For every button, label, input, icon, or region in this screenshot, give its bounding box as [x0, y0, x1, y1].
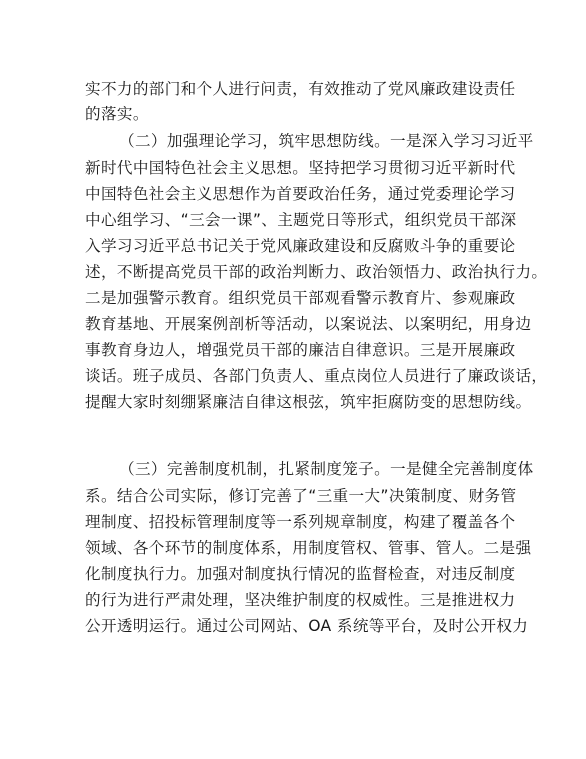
paragraph-2-line-1: （二）加强理论学习，筑牢思想防线。一是深入学习习近平 — [119, 132, 534, 150]
paragraph-2-line-7: 二是加强警示教育。组织党员干部观看警示教育片、参观廉政 — [85, 289, 516, 307]
paragraph-2-line-11: 提醒大家时刻绷紧廉洁自律这根弦，筑牢拒腐防变的思想防线。 — [85, 393, 532, 411]
paragraph-1-line-1: 实不力的部门和个人进行问责，有效推动了党风廉政建设责任 — [85, 80, 516, 98]
paragraph-2-line-2: 新时代中国特色社会主义思想。坚持把学习贯彻习近平新时代 — [85, 159, 516, 177]
paragraph-2-line-10: 谈话。班子成员、各部门负责人、重点岗位人员进行了廉政谈话， — [85, 367, 548, 385]
paragraph-2-line-3: 中国特色社会主义思想作为首要政治任务，通过党委理论学习 — [85, 185, 516, 203]
paragraph-2-line-8: 教育基地、开展案例剖析等活动，以案说法、以案明纪，用身边 — [85, 315, 532, 333]
paragraph-3-line-1: （三）完善制度机制，扎紧制度笼子。一是健全完善制度体 — [119, 460, 534, 478]
paragraph-3-line-3: 理制度、招投标管理制度等一系列规章制度，构建了覆盖各个 — [85, 513, 516, 531]
paragraph-3-line-2: 系。结合公司实际，修订完善了“三重一大”决策制度、财务管 — [85, 487, 517, 505]
paragraph-3-line-5: 化制度执行力。加强对制度执行情况的监督检查，对违反制度 — [85, 565, 516, 583]
paragraph-1-line-2: 的落实。 — [85, 105, 149, 123]
paragraph-2-line-9: 事教育身边人，增强党员干部的廉洁自律意识。三是开展廉政 — [85, 341, 516, 359]
paragraph-3-line-6: 的行为进行严肃处理，坚决维护制度的权威性。三是推进权力 — [85, 591, 516, 609]
paragraph-2-line-4: 中心组学习、“三会一课”、主题党日等形式，组织党员干部深 — [85, 211, 517, 229]
paragraph-3-line-7: 公开透明运行。通过公司网站、OA 系统等平台，及时公开权力 — [85, 617, 529, 635]
paragraph-2-line-6: 述，不断提高党员干部的政治判断力、政治领悟力、政治执行力。 — [85, 263, 548, 281]
paragraph-2-line-5: 入学习习近平总书记关于党风廉政建设和反腐败斗争的重要论 — [85, 237, 516, 255]
paragraph-3-line-4: 领域、各个环节的制度体系，用制度管权、管事、管人。二是强 — [85, 539, 532, 557]
